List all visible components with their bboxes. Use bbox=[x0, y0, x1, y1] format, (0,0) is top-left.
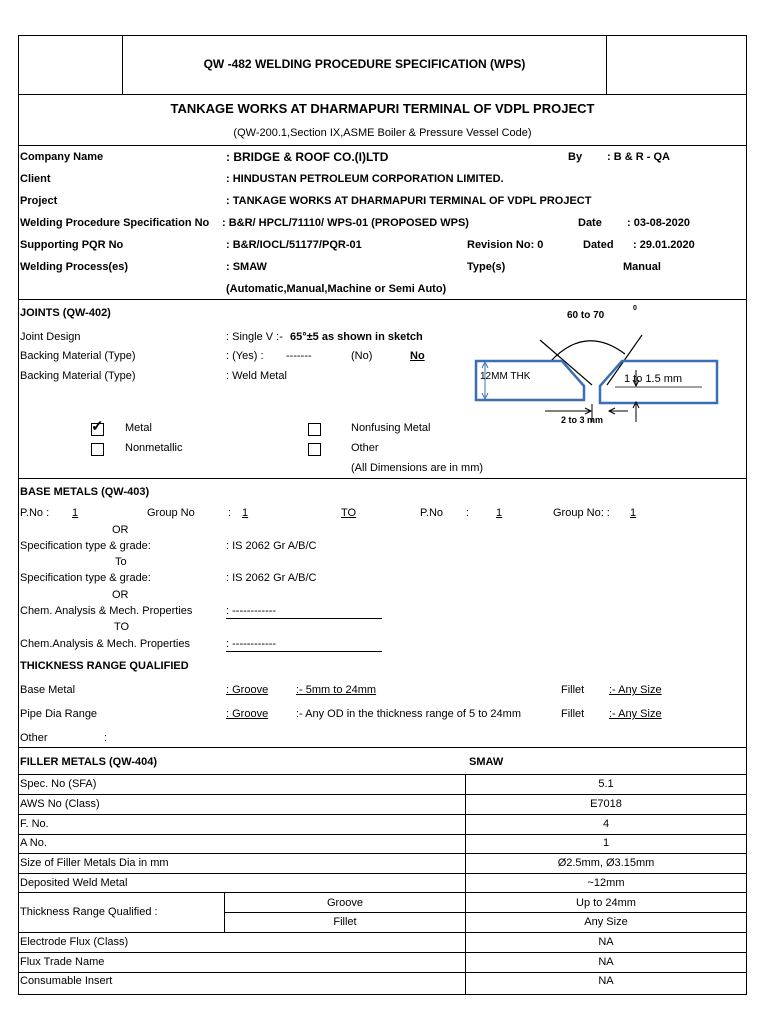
thk-groove-value: Up to 24mm bbox=[576, 897, 636, 909]
filler-row-label: Electrode Flux (Class) bbox=[20, 936, 129, 948]
filler-row-label: Flux Trade Name bbox=[20, 956, 105, 968]
types-label: Type(s) bbox=[467, 261, 506, 273]
left-bevel-line bbox=[540, 340, 592, 385]
base-metal-label: Base Metal bbox=[20, 684, 76, 696]
spec1-label: Specification type & grade: bbox=[20, 540, 151, 552]
filler-row-value: E7018 bbox=[590, 798, 622, 810]
wps-label: Welding Procedure Specification No bbox=[20, 217, 210, 229]
joint-design-label: Joint Design bbox=[20, 331, 81, 343]
nonmetallic-label: Nonmetallic bbox=[125, 442, 183, 454]
group-no-label: Group No bbox=[147, 507, 195, 519]
to-2: TO bbox=[114, 621, 130, 633]
sketch-degree-mark: 0 bbox=[633, 305, 637, 312]
chem1-value: : ------------ bbox=[226, 605, 277, 617]
filler-row-label: A No. bbox=[20, 837, 47, 849]
project-value: : TANKAGE WORKS AT DHARMAPURI TERMINAL OF VDPL PROJECT bbox=[226, 195, 592, 207]
filler-row-label: Size of Filler Metals Dia in mm bbox=[20, 857, 169, 869]
or-2: OR bbox=[112, 589, 129, 601]
dated-value: : 29.01.2020 bbox=[633, 239, 695, 251]
wps-value: : B&R/ HPCL/71110/ WPS-01 (PROPOSED WPS) bbox=[222, 217, 469, 229]
client-value: : HINDUSTAN PETROLEUM CORPORATION LIMITED. bbox=[226, 173, 504, 185]
pipe-fillet-value: :- Any Size bbox=[609, 708, 662, 720]
by-label: By bbox=[568, 151, 583, 163]
backing-yes: : (Yes) : bbox=[226, 350, 264, 362]
spec2-value: : IS 2062 Gr A/B/C bbox=[226, 572, 317, 584]
project-heading: TANKAGE WORKS AT DHARMAPURI TERMINAL OF VDPL PROJECT bbox=[170, 101, 595, 116]
base-metal-groove: : Groove bbox=[226, 684, 269, 696]
chem1-label: Chem. Analysis & Mech. Properties bbox=[20, 605, 193, 617]
date-value: : 03-08-2020 bbox=[627, 217, 690, 229]
filler-row-value: NA bbox=[598, 936, 614, 948]
pno2-colon: : bbox=[466, 507, 470, 519]
metal-label: Metal bbox=[125, 422, 152, 434]
pqr-value: : B&R/IOCL/51177/PQR-01 bbox=[226, 239, 362, 251]
group2-label: Group No: : bbox=[553, 507, 610, 519]
or-1: OR bbox=[112, 524, 129, 536]
filler-row-value: 5.1 bbox=[598, 778, 614, 790]
other-label: Other bbox=[351, 442, 379, 454]
backing-material-value-2: : Weld Metal bbox=[226, 370, 287, 382]
pipe-dia-groove: : Groove bbox=[226, 708, 269, 720]
pqr-label: Supporting PQR No bbox=[20, 239, 124, 251]
filler-row-value: 1 bbox=[602, 837, 610, 849]
base-metals-heading: BASE METALS (QW-403) bbox=[20, 486, 150, 498]
filler-row-label: Spec. No (SFA) bbox=[20, 778, 97, 790]
backing-material-label-2: Backing Material (Type) bbox=[20, 370, 136, 382]
company-label: Company Name bbox=[20, 151, 104, 163]
date-label: Date bbox=[578, 217, 602, 229]
nonmetallic-checkbox[interactable] bbox=[91, 443, 104, 456]
check-mark-icon: ✓ bbox=[91, 418, 104, 435]
sketch-root-face-label: 1 to 1.5 mm bbox=[624, 373, 683, 385]
thk-fillet-value: Any Size bbox=[584, 916, 628, 928]
group2-value: 1 bbox=[630, 507, 637, 519]
pno2-label: P.No bbox=[420, 507, 444, 519]
filler-row-label: Deposited Weld Metal bbox=[20, 877, 128, 889]
sketch-gap-label: 2 to 3 mm bbox=[561, 415, 604, 425]
filler-row-value: Ø2.5mm, Ø3.15mm bbox=[557, 857, 655, 869]
joint-design-value: 65°±5 as shown in sketch bbox=[290, 331, 423, 343]
thk-groove-label: Groove bbox=[326, 897, 364, 909]
spec1-value: : IS 2062 Gr A/B/C bbox=[226, 540, 317, 552]
to-label: TO bbox=[341, 507, 357, 519]
process-options: (Automatic,Manual,Machine or Semi Auto) bbox=[226, 283, 447, 295]
pipe-fillet-label: Fillet bbox=[561, 708, 585, 720]
other-thickness-colon: : bbox=[104, 732, 108, 744]
by-value: : B & R - QA bbox=[607, 151, 670, 163]
filler-heading: FILLER METALS (QW-404) bbox=[20, 756, 158, 768]
thickness-heading: THICKNESS RANGE QUALIFIED bbox=[20, 660, 189, 672]
filler-process: SMAW bbox=[469, 756, 504, 768]
base-fillet-value: :- Any Size bbox=[609, 684, 662, 696]
document-title: QW -482 WELDING PROCEDURE SPECIFICATION (WPS) bbox=[203, 57, 526, 71]
backing-no-value: No bbox=[410, 350, 425, 362]
nonfusing-metal-checkbox[interactable] bbox=[308, 423, 321, 436]
backing-dash: ------- bbox=[286, 350, 312, 362]
filler-row-value: NA bbox=[598, 956, 614, 968]
project-label: Project bbox=[20, 195, 58, 207]
company-value: : BRIDGE & ROOF CO.(I)LTD bbox=[226, 150, 389, 164]
process-label: Welding Process(es) bbox=[20, 261, 128, 273]
pno2-value: 1 bbox=[496, 507, 503, 519]
backing-no-label: (No) bbox=[351, 350, 373, 362]
thk-fillet-label: Fillet bbox=[333, 916, 357, 928]
filler-row-label: F. No. bbox=[20, 818, 49, 830]
to-1: To bbox=[115, 556, 127, 568]
sketch-thickness-label: 12MM THK bbox=[480, 371, 531, 382]
pno-label: P.No : bbox=[20, 507, 50, 519]
nonfusing-metal-label: Nonfusing Metal bbox=[351, 422, 431, 434]
dimensions-note: (All Dimensions are in mm) bbox=[351, 462, 484, 474]
chem2-value: : ------------ bbox=[226, 638, 277, 650]
types-value: Manual bbox=[623, 261, 661, 273]
group-no-colon: : bbox=[228, 507, 232, 519]
filler-row-label: AWS No (Class) bbox=[20, 798, 100, 810]
dated-label: Dated bbox=[583, 239, 614, 251]
joints-heading: JOINTS (QW-402) bbox=[20, 307, 111, 319]
spec2-label: Specification type & grade: bbox=[20, 572, 151, 584]
other-checkbox[interactable] bbox=[308, 443, 321, 456]
sketch-angle-label: 60 to 70 bbox=[567, 310, 605, 321]
filler-row-value: 4 bbox=[602, 818, 610, 830]
base-fillet-label: Fillet bbox=[561, 684, 585, 696]
client-label: Client bbox=[20, 173, 51, 185]
backing-material-label: Backing Material (Type) bbox=[20, 350, 136, 362]
group-no-value: 1 bbox=[242, 507, 249, 519]
chem2-label: Chem.Analysis & Mech. Properties bbox=[20, 638, 190, 650]
filler-row-value: ~12mm bbox=[587, 877, 625, 889]
filler-row-label: Consumable Insert bbox=[20, 975, 113, 987]
process-value: : SMAW bbox=[226, 261, 267, 273]
other-thickness-label: Other bbox=[20, 732, 48, 744]
pipe-dia-range: :- Any OD in the thickness range of 5 to 24mm bbox=[296, 708, 521, 720]
joint-design-prefix: : Single V :- bbox=[226, 331, 283, 343]
filler-row-value: NA bbox=[598, 975, 614, 987]
code-reference: (QW-200.1,Section IX,ASME Boiler & Pressure Vessel Code) bbox=[233, 127, 532, 139]
revision-no: Revision No: 0 bbox=[467, 239, 544, 251]
pipe-dia-label: Pipe Dia Range bbox=[20, 708, 98, 720]
pno-value: 1 bbox=[72, 507, 79, 519]
base-metal-range: :- 5mm to 24mm bbox=[296, 684, 377, 696]
thk-range-label: Thickness Range Qualified : bbox=[20, 906, 158, 918]
